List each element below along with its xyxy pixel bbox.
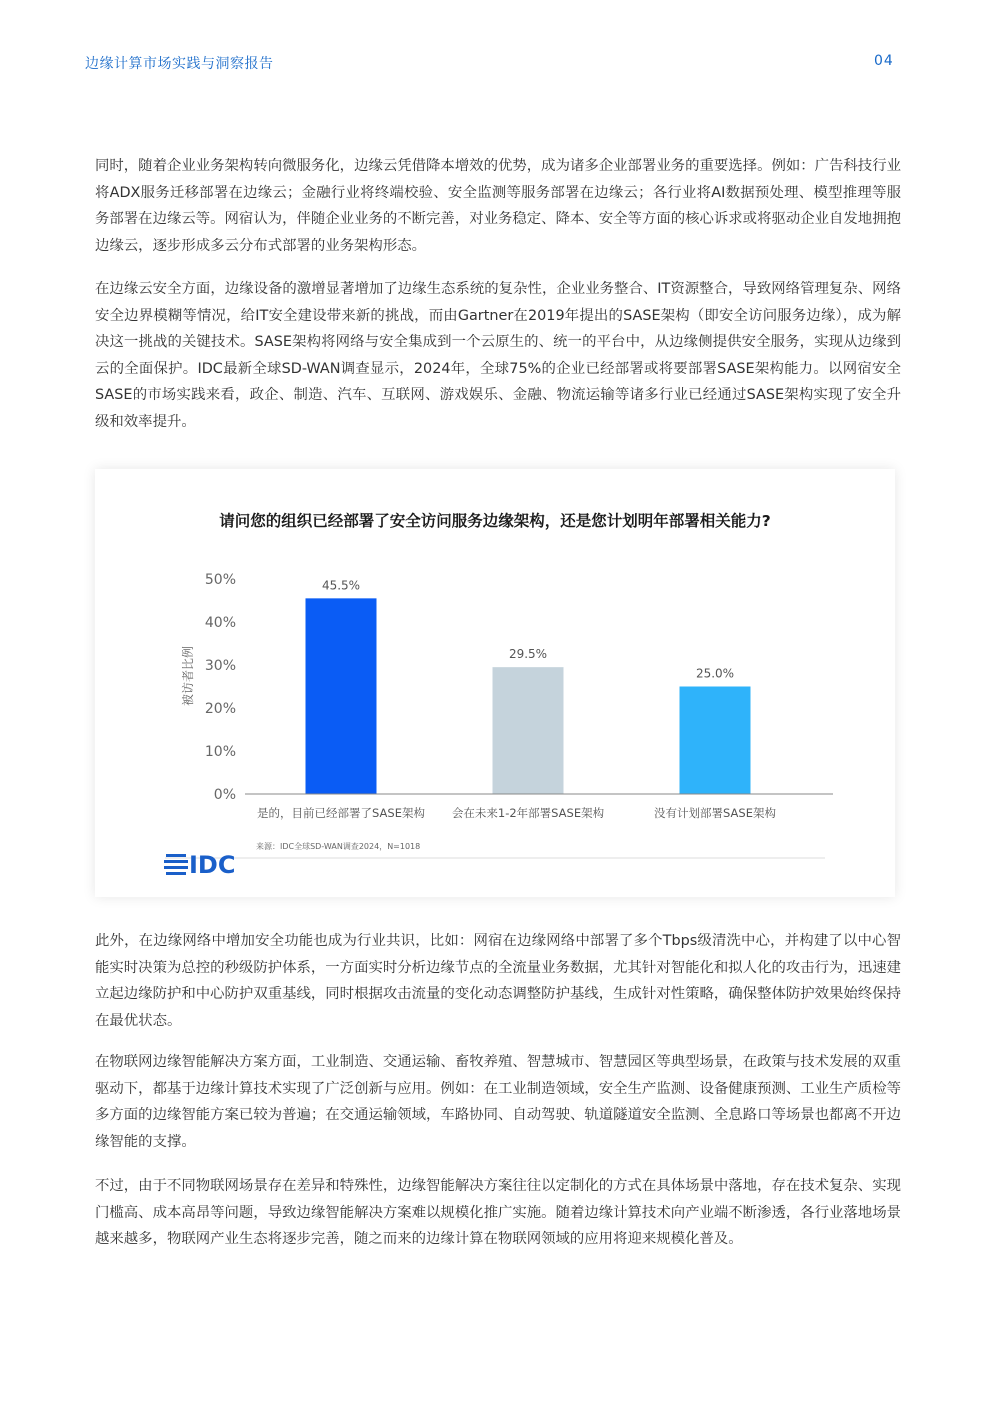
chart-title: 请问您的组织已经部署了安全访问服务边缘架构，还是您计划明年部署相关能力? (219, 512, 771, 530)
bar (680, 687, 751, 795)
report-header-title: 边缘计算市场实践与洞察报告 (85, 56, 274, 72)
bar-value-label: 25.0% (695, 666, 735, 681)
bar-chart-svg (95, 469, 895, 897)
category-label: 会在未来1-2年部署SASE架构 (451, 806, 605, 820)
y-tick-label: 10% (204, 744, 236, 760)
y-tick-label: 40% (204, 615, 236, 631)
category-label: 是的，目前已经部署了SASE架构 (257, 806, 425, 820)
y-tick-label: 20% (204, 701, 236, 717)
sase-survey-chart (95, 469, 895, 897)
paragraph-iot-challenges: 不过，由于不同物联网场景存在差异和特殊性，边缘智能解决方案往往以定制化的方式在具体场景中落地，存在技术复杂、实现门槛高、成本高昂等问题，导致边缘智能解决方案难以规模化推广实施。随着边缘计算技术向产业端不断渗透，各行业落地场景越来越多，物联网产业生态将逐步完善，随之而来的边缘计算在物联网领域的应用将迎来规模化普及。 (95, 1178, 901, 1248)
chart-source: 来源：IDC全球SD-WAN调查2024，N=1018 (256, 842, 421, 851)
category-labels (257, 806, 776, 820)
y-tick-label: 50% (204, 572, 236, 588)
page-number: 04 (874, 53, 894, 69)
idc-logo (164, 851, 235, 879)
bars-group (306, 578, 751, 794)
bar-value-label: 45.5% (321, 578, 361, 593)
bar (493, 667, 564, 794)
bar-value-label: 29.5% (508, 647, 548, 662)
idc-logo-text: IDC (189, 851, 236, 879)
category-label: 没有计划部署SASE架构 (654, 806, 776, 820)
y-axis-ticks (205, 572, 236, 803)
y-tick-label: 30% (204, 658, 236, 674)
paragraph-edge-cloud-security: 在边缘云安全方面，边缘设备的激增显著增加了边缘生态系统的复杂性，企业业务整合、IT资源整合，导致网络管理复杂、网络安全边界模糊等情况，给IT安全建设带来新的挑战，而由Gartner在2019年提出的SASE架构（即安全访问服务边缘），成为解决这一挑战的关键技术。SASE架构将网络与安全集成到一个云原生的、统一的平台中，从边缘侧提供安全服务，实现从边缘到云的全面保护。IDC最新全球SD-WAN调查显示，2024年，全球75%的企业已经部署或将要部署SASE架构能力。以网宿安全SASE的市场实践来看，政企、制造、汽车、互联网、游戏娱乐、金融、物流运输等诸多行业已经通过SASE架构实现了安全升级和效率提升。 (95, 281, 901, 430)
bar (306, 598, 377, 794)
y-axis-label: 被访者比例 (181, 645, 195, 707)
idc-logo-mark (164, 854, 188, 875)
paragraph-edge-network-security: 此外，在边缘网络中增加安全功能也成为行业共识，比如：网宿在边缘网络中部署了多个Tbps级清洗中心，并构建了以中心智能实时决策为总控的秒级防护体系，一方面实时分析边缘节点的全流量业务数据，尤其针对智能化和拟人化的攻击行为，迅速建立起边缘防护和中心防护双重基线，同时根据攻击流量的变化动态调整防护基线，生成针对性策略，确保整体防护效果始终保持在最优状态。 (95, 933, 901, 1029)
paragraph-edge-cloud-microservices: 同时，随着企业业务架构转向微服务化，边缘云凭借降本增效的优势，成为诸多企业部署业务的重要选择。例如：广告科技行业将ADX服务迁移部署在边缘云；金融行业将终端校验、安全监测等服务部署在边缘云；各行业将AI数据预处理、模型推理等服务部署在边缘云等。网宿认为，伴随企业业务的不断完善，对业务稳定、降本、安全等方面的核心诉求或将驱动企业自发地拥抱边缘云，逐步形成多云分布式部署的业务架构形态。 (95, 158, 901, 254)
paragraph-iot-edge-intelligence: 在物联网边缘智能解决方案方面，工业制造、交通运输、畜牧养殖、智慧城市、智慧园区等典型场景，在政策与技术发展的双重驱动下，都基于边缘计算技术实现了广泛创新与应用。例如：在工业制造领域，安全生产监测、设备健康预测、工业生产质检等多方面的边缘智能方案已较为普遍；在交通运输领域，车路协同、自动驾驶、轨道隧道安全监测、全息路口等场景也都离不开边缘智能的支撑。 (95, 1054, 901, 1150)
y-tick-label: 0% (213, 787, 236, 803)
